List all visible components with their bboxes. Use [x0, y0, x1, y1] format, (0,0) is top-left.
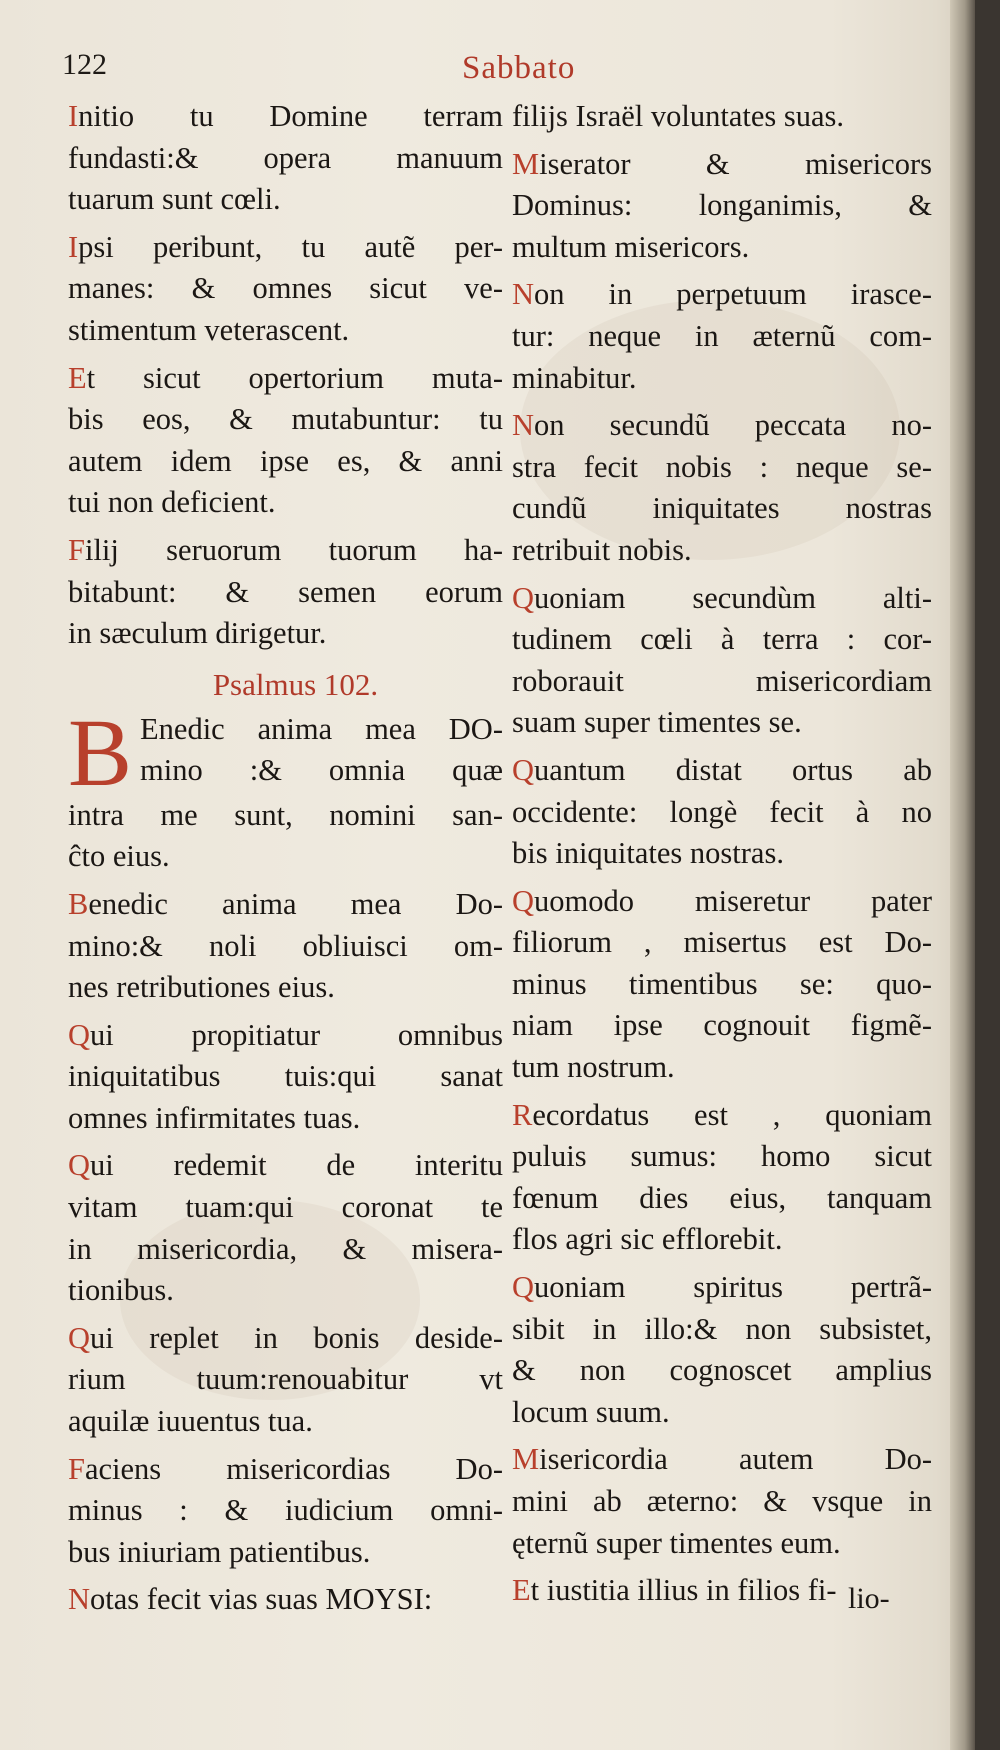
- verse: [512, 750, 932, 875]
- line-text: in sæculum dirigetur.: [68, 616, 327, 651]
- verse-line: [68, 310, 503, 352]
- verse: [68, 227, 503, 352]
- line-text: otas fecit vias suas MOYSI:: [90, 1582, 433, 1617]
- verse: [512, 405, 932, 571]
- line-text: occidente: longè fecit à no: [512, 794, 932, 829]
- line-text: roborauit misericordiam: [512, 663, 932, 698]
- verse-line: [68, 1579, 503, 1621]
- line-text: ui propitiatur omnibus: [90, 1017, 503, 1052]
- verse-line: ĉto eius.: [68, 839, 170, 874]
- line-text: filijs Israël voluntates suas.: [512, 99, 845, 133]
- line-text: niam ipse cognouit figmẽ-: [512, 1008, 932, 1043]
- rubricated-initial: N: [68, 1582, 91, 1617]
- verse-line: [68, 1056, 503, 1098]
- verse-line: [512, 964, 932, 1006]
- verse-line: [512, 1523, 932, 1565]
- verse: [68, 884, 503, 1009]
- line-text: vitam tuam:qui coronat te: [68, 1190, 503, 1225]
- rubricated-initial: F: [68, 532, 85, 567]
- drop-capital: B: [68, 698, 133, 806]
- line-text: minabitur.: [512, 360, 637, 395]
- rubricated-initial: M: [512, 1442, 540, 1477]
- line-text: in misericordia, & misera-: [68, 1231, 503, 1266]
- line-text: uantum distat ortus ab: [534, 752, 932, 787]
- line-text: ecordatus est , quoniam: [532, 1097, 932, 1132]
- verse-line: [512, 530, 932, 572]
- line-text: filiorum , misertus est Do-: [512, 925, 932, 960]
- rubricated-initial: R: [512, 1097, 533, 1132]
- rubricated-initial: I: [68, 229, 79, 264]
- verse-line: [68, 1532, 503, 1574]
- verse-line: [512, 702, 932, 744]
- line-text: & non cognoscet amplius: [512, 1353, 932, 1388]
- verse-line: Enedic anima mea DO-: [140, 711, 503, 746]
- verse-line: [68, 1015, 503, 1057]
- rubricated-initial: Q: [512, 1270, 535, 1305]
- rubricated-initial: E: [68, 360, 87, 395]
- line-text: bus iniuriam patientibus.: [68, 1534, 371, 1569]
- verse: [68, 1449, 503, 1574]
- rubricated-initial: Q: [68, 1320, 91, 1355]
- verse-line: [512, 881, 932, 923]
- line-text: aquilæ iuuentus tua.: [68, 1404, 313, 1439]
- line-text: isericordia autem Do-: [539, 1442, 932, 1477]
- line-text: fundasti:& opera manuum: [68, 140, 503, 175]
- line-text: aciens misericordias Do-: [84, 1451, 503, 1486]
- verse-line: [68, 399, 503, 441]
- rubricated-initial: I: [68, 99, 79, 133]
- verse-line: [68, 1359, 503, 1401]
- line-text: uomodo miseretur pater: [534, 883, 932, 918]
- verse-line: [512, 96, 932, 138]
- verse-line: [512, 1309, 932, 1351]
- verse-line: [68, 572, 503, 614]
- verse-line: [68, 926, 503, 968]
- verse-line: intra me sunt, nomini san-: [68, 797, 503, 832]
- verse-line: [512, 358, 932, 400]
- line-text: tum nostrum.: [512, 1050, 675, 1085]
- line-text: Dominus: longanimis, &: [512, 188, 932, 223]
- line-text: puluis sumus: homo sicut: [512, 1139, 932, 1174]
- verse: [512, 1439, 932, 1564]
- line-text: iniquitatibus tuis:qui sanat: [68, 1059, 503, 1094]
- catchword: lio-: [848, 1582, 890, 1615]
- verse-line: [512, 1481, 932, 1523]
- line-text: psi peribunt, tu autẽ per-: [78, 229, 503, 264]
- verse: [512, 1095, 932, 1261]
- rubricated-initial: Q: [512, 752, 535, 787]
- line-text: tionibus.: [68, 1273, 174, 1308]
- line-text: stra fecit nobis : neque se-: [512, 449, 932, 484]
- verse: [512, 144, 932, 269]
- verse-line: [512, 1219, 932, 1261]
- psalm-opening: [68, 698, 503, 878]
- line-text: uoniam secundùm alti-: [534, 580, 932, 615]
- verse-line: [68, 1098, 503, 1140]
- verse-line: [512, 922, 932, 964]
- verse-line: [512, 274, 932, 316]
- line-text: enedic anima mea Do-: [88, 886, 503, 921]
- verse-line: [68, 482, 503, 524]
- line-text: ui replet in bonis deside-: [90, 1320, 503, 1355]
- verse-line: [512, 1005, 932, 1047]
- verse-line: [512, 1047, 932, 1089]
- verse-line: [68, 1318, 503, 1360]
- line-text: t sicut opertorium muta-: [86, 360, 503, 395]
- verse-line: [68, 96, 503, 138]
- rubricated-initial: E: [512, 1573, 531, 1608]
- rubricated-initial: Q: [68, 1017, 91, 1052]
- line-text: iserator & misericors: [539, 146, 932, 181]
- line-text: multum misericors.: [512, 229, 750, 264]
- verse: [68, 1145, 503, 1311]
- line-text: tudinem cœli à terra : cor-: [512, 622, 932, 657]
- verse-line: [68, 441, 503, 483]
- verse-line: [512, 792, 932, 834]
- verse-line: [512, 316, 932, 358]
- line-text: tui non deficient.: [68, 485, 276, 520]
- verse-line: [512, 1267, 932, 1309]
- verse-line: [68, 227, 503, 269]
- line-text: ui redemit de interitu: [90, 1148, 503, 1183]
- line-text: bitabunt: & semen eorum: [68, 574, 503, 609]
- line-text: locum suum.: [512, 1394, 670, 1429]
- verse: [512, 1267, 932, 1433]
- line-text: t iustitia illius in filios fi-: [530, 1573, 837, 1608]
- line-text: bis eos, & mutabuntur: tu: [68, 402, 503, 437]
- line-text: cundũ iniquitates nostras: [512, 491, 932, 526]
- verse-line: [68, 1187, 503, 1229]
- rubricated-initial: Q: [512, 883, 535, 918]
- rubricated-initial: N: [512, 277, 535, 312]
- verse-line: [512, 185, 932, 227]
- line-text: rium tuum:renouabitur vt: [68, 1362, 503, 1397]
- rubricated-initial: F: [68, 1451, 85, 1486]
- verse-line: [512, 1439, 932, 1481]
- verse-line: [68, 884, 503, 926]
- verse-line: [512, 144, 932, 186]
- verse-line: [68, 268, 503, 310]
- verse-line: [512, 1350, 932, 1392]
- verse-line: [512, 1392, 932, 1434]
- verse-line: [512, 1178, 932, 1220]
- rubricated-initial: Q: [512, 580, 535, 615]
- verse-line: [68, 358, 503, 400]
- verse-line: [512, 1095, 932, 1137]
- verse-line: [68, 1145, 503, 1187]
- line-text: stimentum veterascent.: [68, 312, 350, 347]
- right-column: [512, 96, 932, 1618]
- verse-line: [512, 227, 932, 269]
- verse-line: [512, 1136, 932, 1178]
- psalm-heading: Psalmus 102.: [212, 666, 379, 702]
- verse-line: [512, 447, 932, 489]
- rubricated-initial: B: [68, 886, 89, 921]
- line-text: minus timentibus se: quo-: [512, 966, 932, 1001]
- spine-shadow: [950, 0, 975, 1750]
- verse-line: [68, 1490, 503, 1532]
- line-text: tuarum sunt cœli.: [68, 182, 281, 217]
- line-text: retribuit nobis.: [512, 532, 692, 567]
- line-text: manes: & omnes sicut ve-: [68, 271, 503, 306]
- verse: [512, 274, 932, 399]
- line-text: on in perpetuum irasce-: [534, 277, 932, 312]
- left-column: [68, 96, 503, 1627]
- verse-line: [512, 488, 932, 530]
- line-text: nitio tu Domine terram: [78, 99, 503, 133]
- line-text: suam super timentes se.: [512, 705, 802, 740]
- page-number: 122: [62, 48, 107, 81]
- verse-line: [512, 578, 932, 620]
- line-text: on secundũ peccata no-: [534, 408, 932, 443]
- verse-line: [68, 613, 503, 655]
- line-text: ilij seruorum tuorum ha-: [84, 532, 503, 567]
- line-text: nes retributiones eius.: [68, 970, 335, 1005]
- line-text: sibit in illo:& non subsistet,: [512, 1311, 932, 1346]
- verse: [512, 578, 932, 744]
- line-text: fœnum dies eius, tanquam: [512, 1180, 932, 1215]
- running-head: [0, 48, 975, 88]
- verse-line: [512, 750, 932, 792]
- verse-line: [68, 1401, 503, 1443]
- line-text: minus : & iudicium omni-: [68, 1493, 503, 1528]
- verse: [68, 96, 503, 221]
- rubricated-initial: N: [512, 408, 535, 443]
- line-text: autem idem ipse es, & anni: [68, 443, 503, 478]
- verse-line: [68, 1270, 503, 1312]
- rubricated-initial: M: [512, 146, 540, 181]
- line-text: mini ab æterno: & vsque in: [512, 1484, 932, 1518]
- verse: [68, 1318, 503, 1443]
- line-text: uoniam spiritus pertrã-: [534, 1270, 932, 1305]
- verse: [512, 96, 932, 138]
- verse: [68, 358, 503, 524]
- verse-line: [68, 530, 503, 572]
- line-text: tur: neque in æternũ com-: [512, 318, 932, 353]
- verse-line: [512, 661, 932, 703]
- verse-line: [68, 1449, 503, 1491]
- verse-line: [512, 619, 932, 661]
- verse-line: [512, 405, 932, 447]
- verse-line: [512, 833, 932, 875]
- line-text: bis iniquitates nostras.: [512, 836, 784, 871]
- line-text: omnes infirmitates tuas.: [68, 1100, 361, 1135]
- verse-line: mino :& omnia quæ: [140, 753, 503, 788]
- verse: [68, 1579, 503, 1621]
- verse-line: [68, 179, 503, 221]
- verse-line: [68, 967, 503, 1009]
- verse-line: [68, 138, 503, 180]
- rubricated-initial: Q: [68, 1148, 91, 1183]
- line-text: flos agri sic efflorebit.: [512, 1222, 783, 1257]
- line-text: mino:& noli obliuisci om-: [68, 928, 503, 963]
- verse-line: [68, 1229, 503, 1271]
- verse: [68, 530, 503, 655]
- section-title: Sabbato: [462, 50, 576, 86]
- verse: [512, 881, 932, 1089]
- verse: [68, 1015, 503, 1140]
- line-text: ęternũ super timentes eum.: [512, 1525, 841, 1560]
